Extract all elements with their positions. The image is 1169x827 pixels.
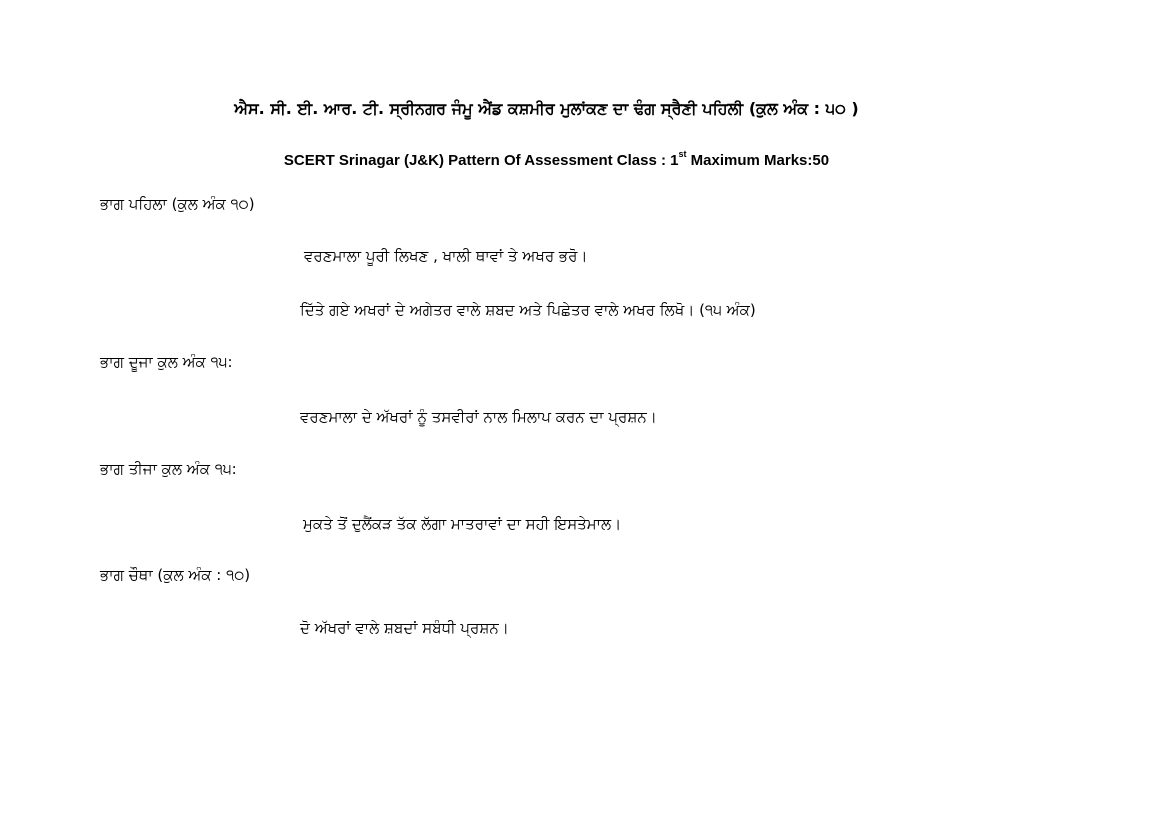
section-4-item-1: ਦੋ ਅੱਖਰਾਂ ਵਾਲੇ ਸ਼ਬਦਾਂ ਸਬੰਧੀ ਪ੍ਰਸ਼ਨ। — [300, 619, 509, 637]
section-3-heading: ਭਾਗ ਤੀਜਾ ਕੁਲ ਅੰਕ ੧੫: — [100, 460, 237, 478]
section-1-item-1: ਵਰਣਮਾਲਾ ਪੂਰੀ ਲਿਖਣ , ਖਾਲੀ ਥਾਵਾਂ ਤੇ ਅਖਰ ਭਰੋ। — [304, 247, 588, 265]
section-1-heading: ਭਾਗ ਪਹਿਲਾ (ਕੁਲ ਅੰਕ ੧੦) — [100, 195, 255, 213]
title-english-prefix: SCERT Srinagar (J&K) Pattern Of Assessment Class : 1 — [283, 152, 679, 169]
title-english-superscript: st — [678, 149, 687, 159]
document-title-punjabi: ਐਸ. ਸੀ. ਈ. ਆਰ. ਟੀ. ਸ੍ਰੀਨਗਰ ਜੰਮੂ ਐਂਡ ਕਸ਼ਮੀਰ ਮੁਲਾਂਕਣ ਦਾ ਢੰਗ ਸ੍ਰੈਣੀ ਪਹਿਲੀ (ਕੁਲ ਅੰਕ : ੫੦ ) — [234, 99, 859, 118]
document-title-english — [0, 149, 1113, 169]
section-2-heading: ਭਾਗ ਦੂਜਾ ਕੁਲ ਅੰਕ ੧੫: — [100, 353, 233, 371]
section-1-item-2: ਦਿੱਤੇ ਗਏ ਅਖਰਾਂ ਦੇ ਅਗੇਤਰ ਵਾਲੇ ਸ਼ਬਦ ਅਤੇ ਪਿਛੇਤਰ ਵਾਲੇ ਅਖਰ ਲਿਖੋ। (੧੫ ਅੰਕ) — [300, 301, 756, 319]
section-2-item-1: ਵਰਣਮਾਲਾ ਦੇ ਅੱਖਰਾਂ ਨੂੰ ਤਸਵੀਰਾਂ ਨਾਲ ਮਿਲਾਪ ਕਰਨ ਦਾ ਪ੍ਰਸ਼ਨ। — [300, 408, 657, 426]
section-3-item-1: ਮੁਕਤੇ ਤੋਂ ਦੁਲੈਂਕੜ ਤੱਕ ਲੱਗਾ ਮਾਤਰਾਵਾਂ ਦਾ ਸਹੀ ਇਸਤੇਮਾਲ। — [303, 515, 622, 533]
section-4-heading: ਭਾਗ ਚੌਥਾ (ਕੁਲ ਅੰਕ : ੧੦) — [100, 566, 251, 584]
title-english-suffix: Maximum Marks:50 — [686, 152, 830, 169]
